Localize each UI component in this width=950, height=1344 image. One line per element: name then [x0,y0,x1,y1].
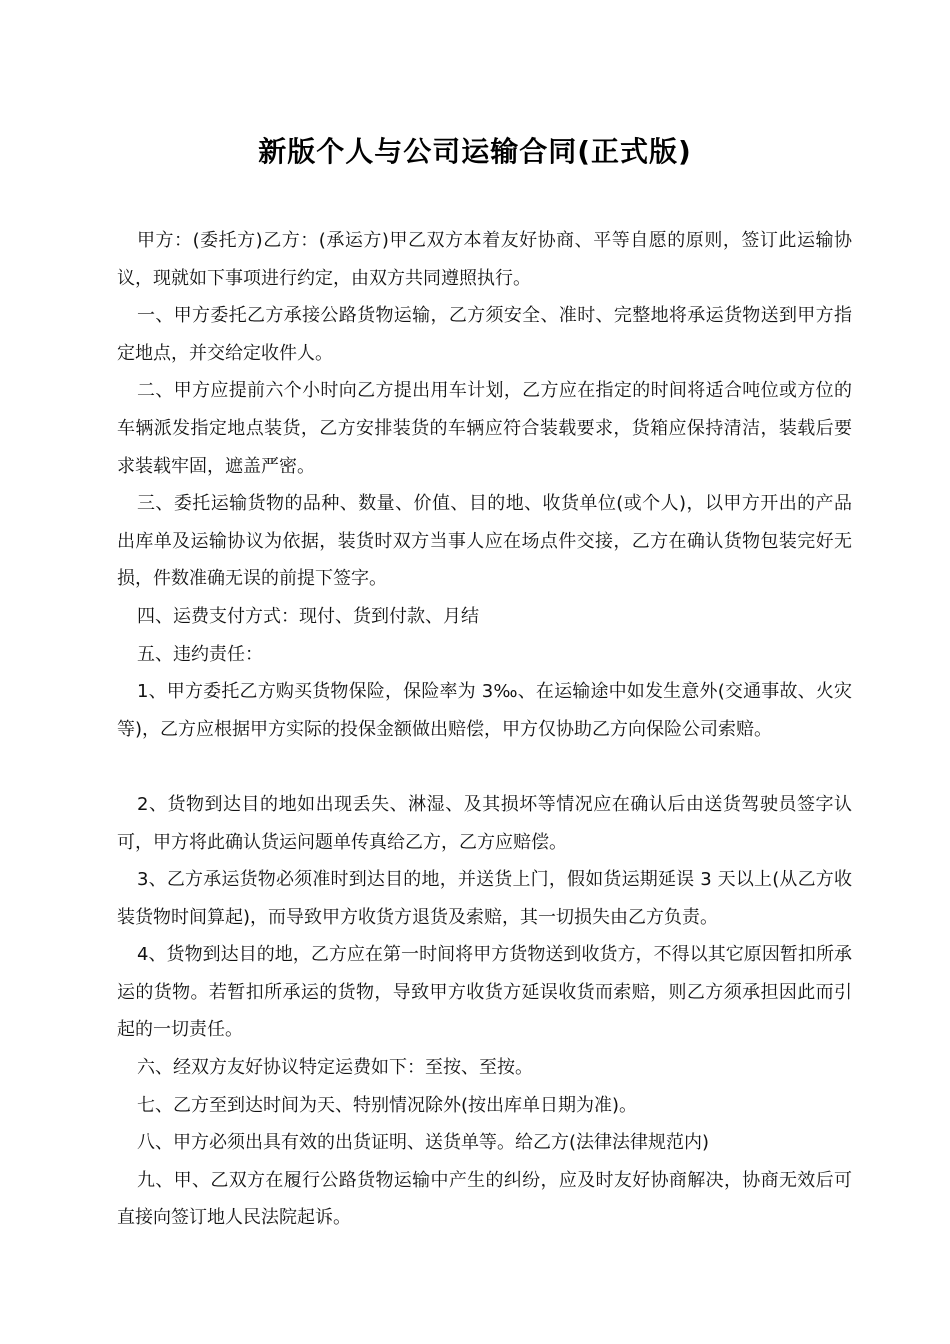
paragraph-clause-5-item-4: 4、货物到达目的地，乙方应在第一时间将甲方货物送到收货方，不得以其它原因暂扣所承运的货物。若暂扣所承运的货物，导致甲方收货方延误收货而索赔，则乙方须承担因此而引起的一切责任。 [117,944,852,1041]
paragraph-clause-2: 二、甲方应提前六个小时向乙方提出用车计划，乙方应在指定的时间将适合吨位或方位的车辆派发指定地点装货，乙方安排装货的车辆应符合装载要求，货箱应保持清洁，装载后要求装载牢固，遮盖严密。 [117,380,852,477]
paragraph-preamble: 甲方：(委托方)乙方：(承运方)甲乙双方本着友好协商、平等自愿的原则，签订此运输协议，现就如下事项进行约定，由双方共同遵照执行。 [117,230,852,289]
paragraph-clause-8: 八、甲方必须出具有效的出货证明、送货单等。给乙方(法律法律规范内) [137,1132,710,1154]
paragraph-clause-5-item-2: 2、货物到达目的地如出现丢失、淋湿、及其损坏等情况应在确认后由送货驾驶员签字认可，甲方将此确认货运问题单传真给乙方，乙方应赔偿。 [117,793,852,853]
paragraph-clause-7: 七、乙方至到达时间为天、特别情况除外(按出库单日期为准)。 [137,1094,638,1116]
blank-line [117,748,852,786]
document-body [117,222,852,1237]
paragraph-clause-4: 四、运费支付方式：现付、货到付款、月结 [137,605,479,627]
paragraph-clause-5: 五、违约责任： [137,643,263,665]
paragraph-clause-1: 一、甲方委托乙方承接公路货物运输，乙方须安全、准时、完整地将承运货物送到甲方指定地点，并交给定收件人。 [117,305,852,364]
paragraph-clause-6: 六、经双方友好协议特定运费如下：至按、至按。 [137,1057,533,1079]
paragraph-clause-9: 九、甲、乙双方在履行公路货物运输中产生的纠纷，应及时友好协商解决，协商无效后可直接向签订地人民法院起诉。 [117,1169,852,1229]
paragraph-clause-5-item-3: 3、乙方承运货物必须准时到达目的地，并送货上门，假如货运期延误 3 天以上(从乙方收装货物时间算起)，而导致甲方收货方退货及索赔，其一切损失由乙方负责。 [117,869,852,928]
paragraph-clause-3: 三、委托运输货物的品种、数量、价值、目的地、收货单位(或个人)，以甲方开出的产品出库单及运输协议为依据，装货时双方当事人应在场点件交接，乙方在确认货物包装完好无损，件数准确无误的前提下签字。 [117,493,852,590]
document-title: 新版个人与公司运输合同(正式版) [258,135,692,168]
paragraph-clause-5-item-1: 1、甲方委托乙方购买货物保险，保险率为 3‰、在运输途中如发生意外(交通事故、火灾等)，乙方应根据甲方实际的投保金额做出赔偿，甲方仅协助乙方向保险公司索赔。 [117,681,852,740]
